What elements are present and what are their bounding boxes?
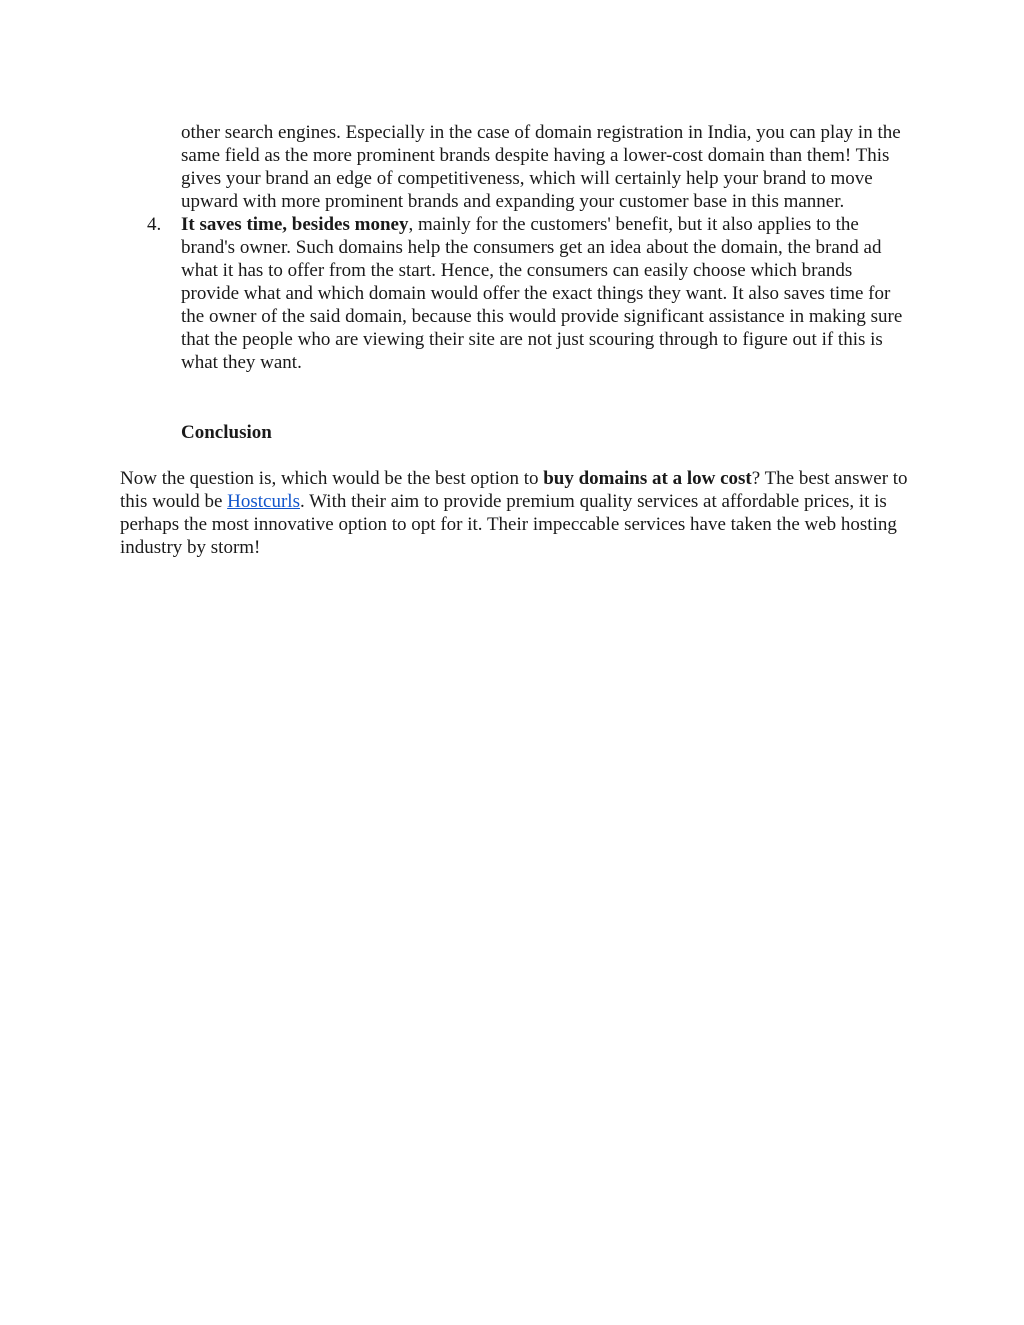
hostcurls-link[interactable]: Hostcurls	[227, 491, 300, 512]
conclusion-text-middle: ? The best answer to this would be	[120, 468, 908, 512]
conclusion-text-end: . With their aim to provide premium quality services at affordable prices, it is perhaps the most innovative option to opt for it. Their impeccable services have taken the web hosting industry by storm!	[120, 491, 897, 558]
conclusion-text-start: Now the question is, which would be the best option to	[120, 468, 544, 489]
list-item-4-number: 4.	[147, 214, 162, 235]
list-item-4-bold-lead: It saves time, besides money	[181, 214, 409, 235]
list-item-3-text: other search engines. Especially in the case of domain registration in India, you can play in the same field as the more prominent brands despite having a lower-cost domain than them! This gives your brand an edge of competitiveness, which will certainly help your brand to move upward with more prominent brands and expanding your customer base in this manner.	[181, 122, 901, 212]
list-item-4-text: , mainly for the customers' benefit, but it also applies to the brand's owner. Such domains help the consumers get an idea about the domain, the brand ad what it has to offer from the start. Hence, the consumers can easily choose which brands provide what and which domain would offer the exact things they want. It also saves time for the owner of the said domain, because this would provide significant assistance in making sure that the people who are viewing their site are not just scouring through to figure out if this is what they want.	[181, 214, 903, 373]
list-item-3-continuation	[181, 121, 911, 213]
conclusion-heading: Conclusion	[181, 422, 272, 443]
numbered-list	[147, 121, 911, 374]
list-item-4	[147, 213, 911, 374]
conclusion-bold-phrase: buy domains at a low cost	[543, 468, 752, 489]
conclusion-text	[120, 467, 920, 559]
conclusion-paragraph	[120, 467, 920, 559]
